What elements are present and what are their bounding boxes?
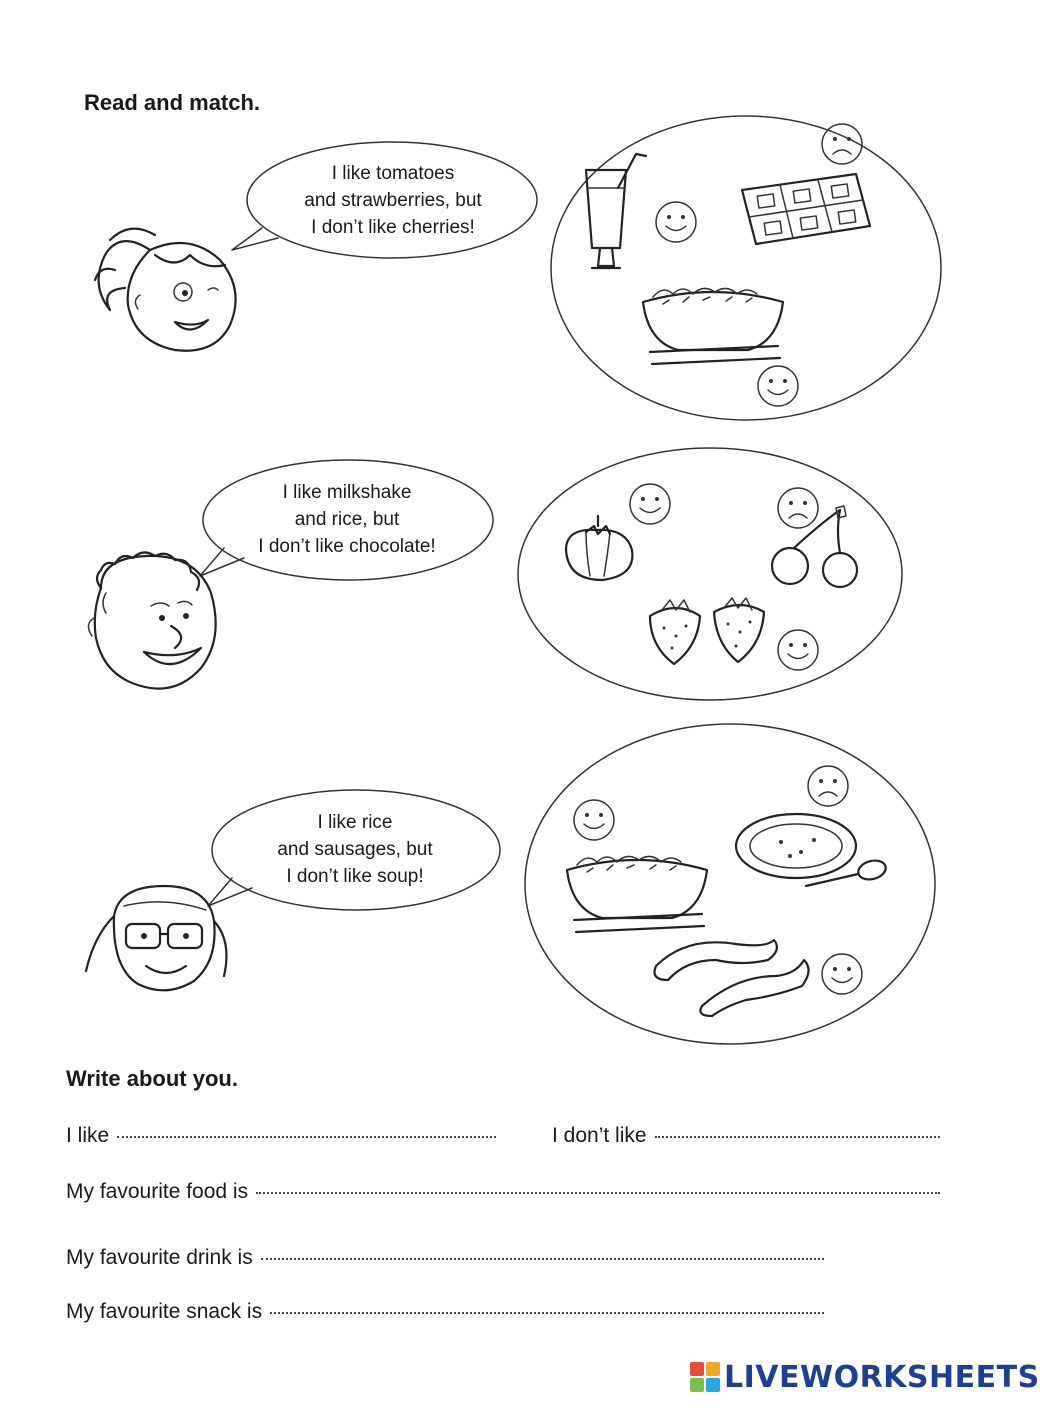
- smiley-happy-icon: [818, 950, 866, 998]
- speech-line: and strawberries, but: [304, 190, 482, 211]
- liveworksheets-brand: LIVEWORKSHEETS: [724, 1360, 1040, 1395]
- speech-line: and sausages, but: [277, 839, 433, 860]
- i-dont-like-input[interactable]: [680, 1118, 942, 1146]
- favourite-food-input[interactable]: [300, 1174, 942, 1202]
- speech-line: I don’t like chocolate!: [258, 536, 436, 557]
- speech-line: I don’t like cherries!: [311, 217, 475, 238]
- speech-line: I like rice: [317, 812, 393, 833]
- i-dont-like-label: I don’t like: [552, 1124, 647, 1147]
- speech-line: and rice, but: [294, 509, 400, 530]
- sausages-icon: [646, 930, 826, 1020]
- i-like-label: I like: [66, 1124, 110, 1147]
- i-like-input[interactable]: [136, 1118, 498, 1146]
- liveworksheets-logo-icon: [688, 1360, 724, 1394]
- smiley-happy-icon: [570, 796, 618, 844]
- speech-line: I don’t like soup!: [286, 866, 424, 887]
- favourite-food-label: My favourite food is: [66, 1180, 249, 1203]
- smiley-sad-icon: [804, 762, 852, 810]
- favourite-drink-input[interactable]: [306, 1240, 826, 1268]
- favourite-drink-label: My favourite drink is: [66, 1246, 253, 1269]
- speech-line: I like milkshake: [282, 482, 412, 503]
- favourite-snack-input[interactable]: [310, 1294, 826, 1322]
- favourite-snack-label: My favourite snack is: [66, 1300, 263, 1323]
- speech-line: I like tomatoes: [331, 163, 455, 184]
- write-about-you-heading: Write about you.: [66, 1066, 238, 1091]
- read-and-match-heading: Read and match.: [84, 90, 261, 115]
- soup-plate-icon: [726, 808, 896, 898]
